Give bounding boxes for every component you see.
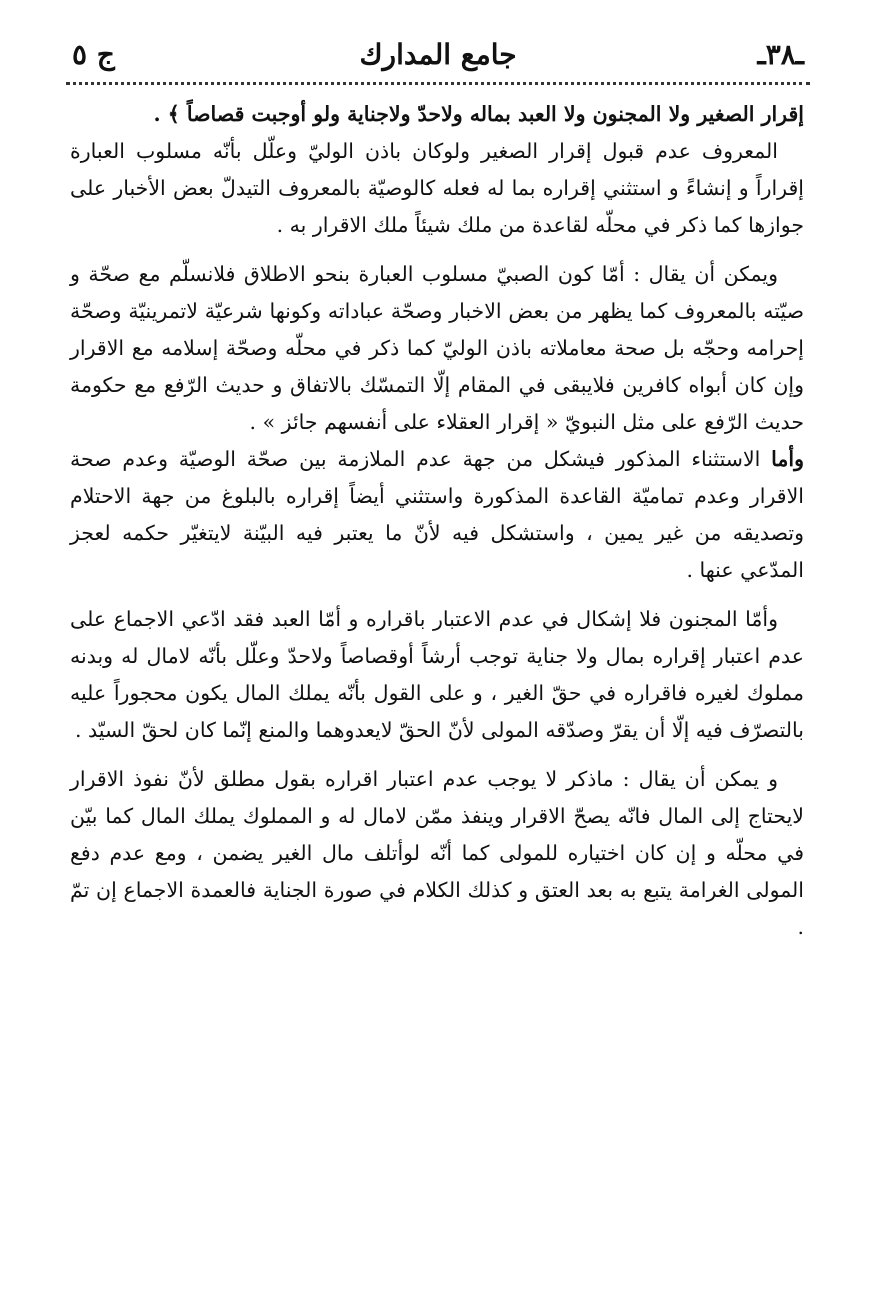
paragraph-text: ويمكن أن يقال : أمّا كون الصبيّ مسلوب العبارة بنحو الاطلاق فلانسلّم مع صحّة و صيّته بالمعروف كما يظهر من بعض الاخبار وصحّة عباداته وكونها شرعيّة لاتمرينيّة وصحّة إحرامه وحجّه بل صحة معاملاته باذن الوليّ كما ذكر في محلّه وصحّة إسلامه مع الاقرار وإن كان أبواه كافرين فلايبقى في المقام إلّا التمسّك بالاتفاق و حديث الرّفع مع حكومة حديث الرّفع على مثل النبويّ « إقرار العقلاء على أنفسهم جائز » .: [70, 262, 804, 434]
paragraph-2: [70, 133, 804, 244]
book-title: جامع المدارك: [359, 38, 517, 71]
paragraph-6: [70, 761, 804, 946]
paragraph-text: وأمّا المجنون فلا إشكال في عدم الاعتبار باقراره و أمّا العبد فقد ادّعي الاجماع على عدم اعتبار إقراره بمال ولا جناية توجب أرشاً أوقصاصاً ولاحدّ وعلّل بأنّه لامال له وبدنه مملوك لغيره فاقراره في حقّ الغير ، و على القول بأنّه يملك المال يكون محجوراً عليه بالتصرّف فيه إلّا أن يقرّ وصدّقه المولى لأنّ الحقّ لايعدوهما والمنع إنّما كان لحقّ السيّد .: [70, 607, 804, 742]
paragraph-5: [70, 601, 804, 749]
page-number: ـ٣٨ـ: [757, 38, 804, 71]
header-divider: [66, 82, 810, 85]
paragraph-lead: وأما: [771, 447, 804, 471]
paragraph-text: الاستثناء المذكور فيشكل من جهة عدم الملازمة بين صحّة الوصيّة وعدم صحة الاقرار وعدم تماميّة القاعدة المذكورة واستثني أيضاً إقراره بالبلوغ من جهة الاحتلام وتصديقه من غير يمين ، واستشكل فيه لأنّ ما يعتبر فيه البيّنة لايتغيّر حكمه لعجز المدّعي عنها .: [70, 447, 804, 582]
paragraph-4: [70, 441, 804, 589]
page-header: [72, 28, 804, 78]
page-body: [70, 96, 804, 946]
paragraph-text: و يمكن أن يقال : ماذكر لا يوجب عدم اعتبار اقراره بقول مطلق لأنّ نفوذ الاقرار لايحتاج إلى المال فانّه يصحّ الاقرار وينفذ ممّن لامال له و المملوك يملك المال كما بيّن في محلّه و إن كان اختياره للمولى كما أنّه لوأتلف مال الغير يضمن ، ومع عدم دفع المولى الغرامة يتبع به بعد العتق و كذلك الكلام في صورة الجناية فالعمدة الاجماع إن تمّ .: [70, 767, 804, 939]
paragraph-3: [70, 256, 804, 441]
paragraph-text: المعروف عدم قبول إقرار الصغير ولوكان باذن الوليّ وعلّل بأنّه مسلوب العبارة إقراراً و إنشاءً و استثني إقراره بما له فعله كالوصيّة بالمعروف التيدلّ بعض الأخبار على جوازها كما ذكر في محلّه لقاعدة من ملك شيئاً ملك الاقرار به .: [70, 139, 804, 237]
volume-label: ج ٥: [72, 38, 115, 71]
paragraph-text: إقرار الصغير ولا المجنون ولا العبد بماله ولاحدّ ولاجناية ولو أوجبت قصاصاً ﴾ .: [153, 102, 804, 126]
paragraph-1: [70, 96, 804, 133]
